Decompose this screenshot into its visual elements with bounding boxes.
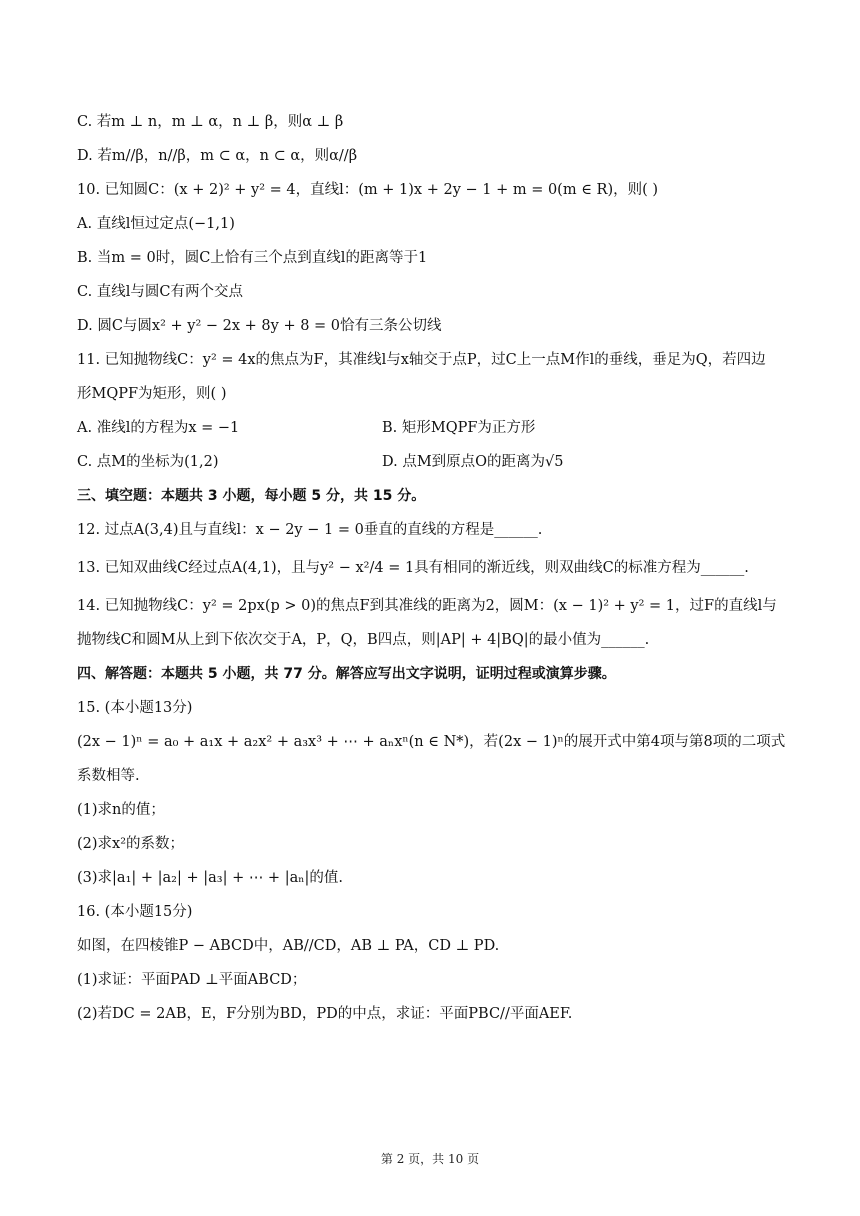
q9-option-d: D. 若m//β，n//β，m ⊂ α，n ⊂ α，则α//β <box>77 148 358 164</box>
q12-stem: 12. 过点A(3,4)且与直线l：x − 2y − 1 = 0垂直的直线的方程是______. <box>77 522 543 538</box>
q10-option-a: A. 直线l恒过定点(−1,1) <box>77 216 235 232</box>
q10-option-c: C. 直线l与圆C有两个交点 <box>77 284 244 300</box>
q11-option-b: B. 矩形MQPF为正方形 <box>382 420 536 436</box>
q11-option-d: D. 点M到原点O的距离为√5 <box>382 454 564 470</box>
page-footer: 第 2 页，共 10 页 <box>380 1152 480 1166</box>
q9-option-c: C. 若m ⊥ n，m ⊥ α，n ⊥ β，则α ⊥ β <box>77 114 344 130</box>
q15-part-2: (2)求x²的系数； <box>77 836 185 852</box>
q11-stem-line1: 11. 已知抛物线C：y² = 4x的焦点为F，其准线l与x轴交于点P，过C上一点M作l的垂线，垂足为Q，若四边 <box>77 352 766 368</box>
q16-stem: 如图，在四棱锥P − ABCD中，AB//CD，AB ⊥ PA，CD ⊥ PD. <box>77 938 500 954</box>
q16-part-1: (1)求证：平面PAD ⊥平面ABCD； <box>77 972 307 988</box>
q15-part-1: (1)求n的值； <box>77 802 165 818</box>
q15-header: 15. (本小题13分) <box>77 700 193 716</box>
q10-stem: 10. 已知圆C：(x + 2)² + y² = 4，直线l：(m + 1)x + 2y − 1 + m = 0(m ∈ R)，则( ) <box>77 182 659 198</box>
section-3-heading: 三、填空题：本题共 3 小题，每小题 5 分，共 15 分。 <box>77 488 426 504</box>
q14-stem-line1: 14. 已知抛物线C：y² = 2px(p > 0)的焦点F到其准线的距离为2，圆M：(x − 1)² + y² = 1，过F的直线l与 <box>77 598 777 614</box>
q15-stem-line1: (2x − 1)ⁿ = a₀ + a₁x + a₂x² + a₃x³ + ⋯ + aₙxⁿ(n ∈ N*)，若(2x − 1)ⁿ的展开式中第4项与第8项的二项式 <box>77 734 786 750</box>
q10-option-d: D. 圆C与圆x² + y² − 2x + 8y + 8 = 0恰有三条公切线 <box>77 318 442 334</box>
q10-option-b: B. 当m = 0时，圆C上恰有三个点到直线l的距离等于1 <box>77 250 428 266</box>
q11-stem-line2: 形MQPF为矩形，则( ) <box>77 386 227 402</box>
q15-part-3: (3)求|a₁| + |a₂| + |a₃| + ⋯ + |aₙ|的值. <box>77 870 343 886</box>
q16-header: 16. (本小题15分) <box>77 904 193 920</box>
q15-stem-line2: 系数相等. <box>77 768 140 784</box>
q11-option-c: C. 点M的坐标为(1,2) <box>77 454 219 470</box>
q14-stem-line2: 抛物线C和圆M从上到下依次交于A，P，Q，B四点，则|AP| + 4|BQ|的最小值为______. <box>77 632 650 648</box>
q16-part-2: (2)若DC = 2AB，E，F分别为BD，PD的中点，求证：平面PBC//平面AEF. <box>77 1006 573 1022</box>
section-4-heading: 四、解答题：本题共 5 小题，共 77 分。解答应写出文字说明，证明过程或演算步骤。 <box>77 666 616 682</box>
q13-stem: 13. 已知双曲线C经过点A(4,1)，且与y² − x²/4 = 1具有相同的渐近线，则双曲线C的标准方程为______. <box>77 560 749 576</box>
q11-option-a: A. 准线l的方程为x = −1 <box>77 420 240 436</box>
